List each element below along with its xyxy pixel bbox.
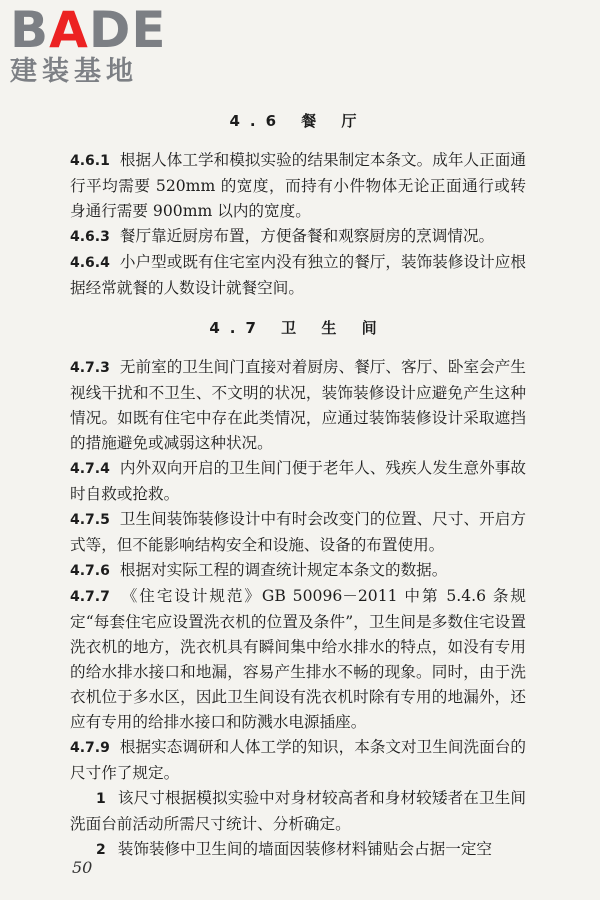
clause-4-7-5: 4.7.5 卫生间装饰装修设计中有时会改变门的位置、尺寸、开启方式等，但不能影响结构安全和设施、设备的布置使用。 xyxy=(70,510,526,554)
clause-4-6-3: 4.6.3 餐厅靠近厨房布置，方便备餐和观察厨房的烹调情况。 xyxy=(70,227,495,245)
bade-logo xyxy=(10,1,180,90)
clause-4-7-9-item-1: 1 该尺寸根据模拟实验中对身材较高者和身材较矮者在卫生间洗面台前活动所需尺寸统计、分析确定。 xyxy=(70,789,526,833)
logo-subtitle: 建装基地 xyxy=(10,56,138,87)
clause-4-7-9-item-2: 2 装饰装修中卫生间的墙面因装修材料铺贴会占据一定空 xyxy=(96,840,493,858)
section-heading-4-7: 4.7 卫 生 间 xyxy=(209,319,387,337)
clause-4-6-4: 4.6.4 小户型或既有住宅室内没有独立的餐厅，装饰装修设计应根据经常就餐的人数设计就餐空间。 xyxy=(70,253,526,297)
clause-4-7-4: 4.7.4 内外双向开启的卫生间门便于老年人、残疾人发生意外事故时自救或抢救。 xyxy=(70,459,526,503)
clause-4-6-1: 4.6.1 根据人体工学和模拟实验的结果制定本条文。成年人正面通行平均需要 520mm 的宽度，而持有小件物体无论正面通行或转身通行需要 900mm 以内的宽度。 xyxy=(70,151,526,220)
clause-4-7-3: 4.7.3 无前室的卫生间门直接对着厨房、餐厅、客厅、卧室会产生视线干扰和不卫生、不文明的状况，装饰装修设计应避免产生这种情况。如既有住宅中存在此类情况，应通过装饰装修设计采取遮挡的措施避免或减弱这种状况。 xyxy=(70,358,526,452)
clause-4-7-6: 4.7.6 根据对实际工程的调查统计规定本条文的数据。 xyxy=(70,561,448,579)
page-number: 50 xyxy=(72,858,93,877)
clause-4-7-9: 4.7.9 根据实态调研和人体工学的知识，本条文对卫生间洗面台的尺寸作了规定。 xyxy=(70,738,526,782)
section-heading-4-6: 4.6 餐 厅 xyxy=(229,112,367,130)
clause-4-7-7: 4.7.7 《住宅设计规范》GB 50096－2011 中第 5.4.6 条规定“每套住宅应设置洗衣机的位置及条件”，卫生间是多数住宅设置洗衣机的地方，洗衣机具有瞬间集中给水排水的特点，如没有专用的给水排水接口和地漏，容易产生排水不畅的现象。同时，由于洗衣机位于多水区，因此卫生间设有洗衣机时除有专用的地漏外，还应有专用的给排水接口和防溅水电源插座。 xyxy=(70,587,526,731)
logo-wordmark: BADE xyxy=(10,1,167,59)
page-body xyxy=(70,102,526,863)
